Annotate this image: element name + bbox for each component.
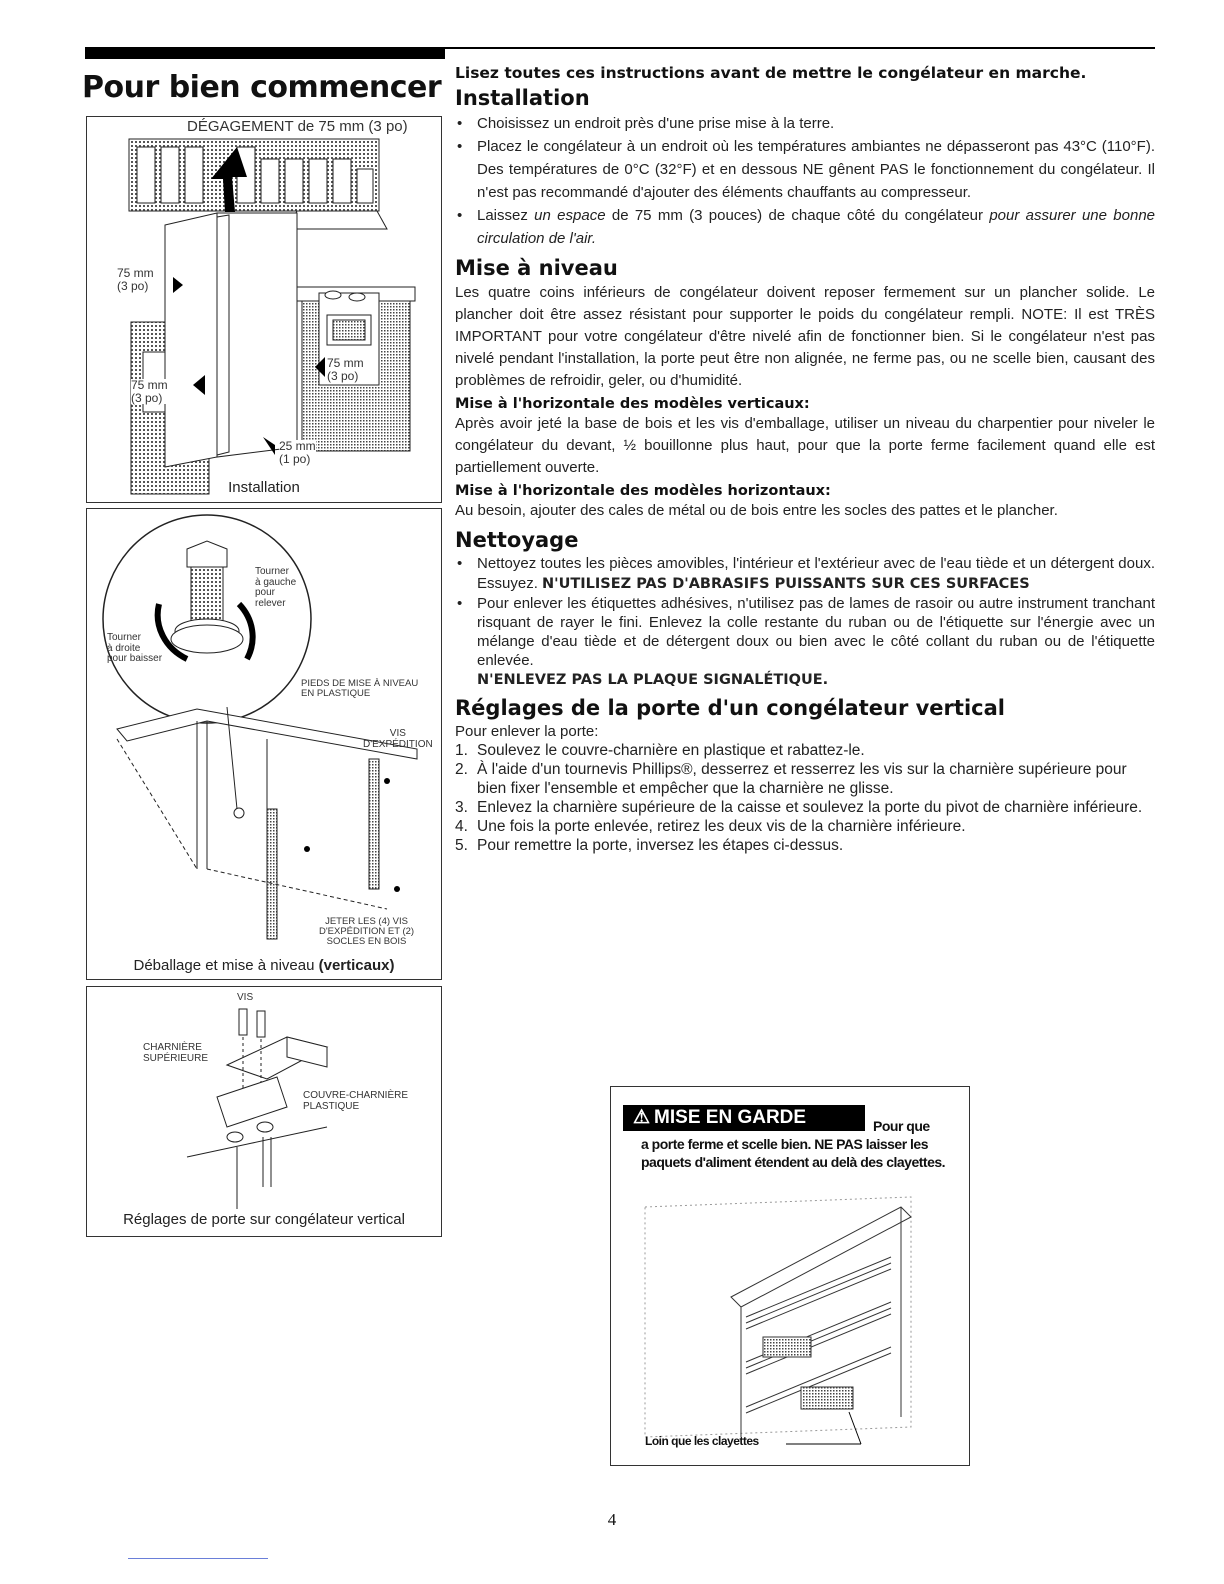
installation-caption: Installation bbox=[228, 479, 300, 496]
installation-section bbox=[455, 86, 1155, 250]
footer-rule bbox=[128, 1558, 268, 1559]
horizontal-leveling-heading: Mise à l'horizontale des modèles horizontaux: bbox=[455, 483, 831, 499]
leveling-caption: Déballage et mise à niveau (verticaux) bbox=[133, 957, 395, 974]
list-item: 1. Soulevez le couvre-charnière en plastique et rabattez-le. bbox=[455, 742, 865, 759]
list-item: 3. Enlevez la charnière supérieure de la caisse et soulevez la porte du pivot de charnière inférieure. bbox=[455, 799, 1143, 816]
leveling-heading: Mise à niveau bbox=[455, 256, 618, 280]
warning-icon: ⚠ bbox=[633, 1107, 651, 1128]
vertical-leveling-heading: Mise à l'horizontale des modèles verticaux: bbox=[455, 396, 810, 412]
leveling-text: Les quatre coins inférieurs de congélateur doivent reposer fermement sur un plancher solide. Le plancher doit être assez résistant pour supporter le poids du congélateur rempli. NOTE: Il est TRÈS IMPORTANT pour votre congélateur d'être nivelé afin de fonctionner bien. Si le congélateur n'est pas nivelé pendant l'installation, la porte peut être non alignée, ne ferme pas, ou ne scelle bien, causant des problèmes de refroidir, geler, ou d'humidité. bbox=[455, 284, 1155, 389]
main-content bbox=[455, 64, 1155, 861]
screws-label: VIS bbox=[237, 992, 254, 1003]
list-item: • Choisissez un endroit près d'une prise mise à la terre. bbox=[455, 112, 1155, 135]
cleaning-heading: Nettoyage bbox=[455, 528, 579, 552]
list-item: 2. À l'aide d'un tournevis Phillips®, desserrez et resserrez les vis sur la charnière supérieure pour bien fixer l'ensemble et empêcher que la charnière ne glisse. bbox=[455, 761, 1127, 797]
clearance-top-label: DÉGAGEMENT de 75 mm (3 po) bbox=[187, 118, 408, 135]
bottom-clearance-label: 25 mm (1 po) bbox=[279, 439, 316, 466]
door-intro: Pour enlever la porte: bbox=[455, 723, 599, 740]
right-clearance-label: 75 mm (3 po) bbox=[327, 356, 364, 383]
installation-figure bbox=[86, 116, 442, 503]
hinge-cover-label: COUVRE-CHARNIÈRE PLASTIQUE bbox=[303, 1090, 409, 1112]
left-clearance-label: 75 mm (3 po) bbox=[117, 266, 154, 293]
warning-banner: ⚠ MISE EN GARDE bbox=[623, 1105, 865, 1131]
cleaning-section bbox=[455, 528, 1155, 690]
horizontal-leveling-text: Au besoin, ajouter des cales de métal ou de bois entre les socles des pattes et le plancher. bbox=[455, 502, 1058, 519]
list-item: • Placez le congélateur à un endroit où les températures ambiantes ne dépasseront pas 43°C (110°F). Des températures de 0°C (32°F) et en dessous NE gênent PAS le fonctionnement du congélateur. Il n'est pas recommandé d'ajouter des éléments chauffants au compresseur. bbox=[455, 135, 1155, 204]
turn-left-label: Tourner à gauche pour relever bbox=[255, 566, 297, 609]
warning-text: Pour que a porte ferme et scelle bien. NE PAS laisser les paquets d'aliment étendent au delà des clayettes. bbox=[641, 1118, 946, 1170]
list-item: 4. Une fois la porte enlevée, retirez les deux vis de la charnière inférieure. bbox=[455, 818, 966, 835]
door-heading: Réglages de la porte d'un congélateur vertical bbox=[455, 696, 1005, 720]
header-rule-thin bbox=[445, 47, 1155, 49]
discard-label: JETER LES (4) VIS D'EXPÉDITION ET (2) SOCLES EN BOIS bbox=[319, 916, 415, 947]
shelves-illustration bbox=[611, 1087, 969, 1465]
list-item: • Laissez un espace de 75 mm (3 pouces) de chaque côté du congélateur pour assurer une bonne circulation de l'air. bbox=[455, 204, 1155, 250]
leveling-figure bbox=[86, 508, 442, 980]
leveling-section bbox=[455, 256, 1155, 522]
door-section bbox=[455, 696, 1155, 855]
door-caption: Réglages de porte sur congélateur vertical bbox=[123, 1211, 405, 1228]
shipping-screws-label: VIS D'EXPÉDITION bbox=[363, 728, 433, 750]
side-clearance-label: 75 mm (3 po) bbox=[131, 378, 168, 405]
warning-box bbox=[610, 1086, 970, 1466]
list-item: • Nettoyez toutes les pièces amovibles, l'intérieur et l'extérieur avec de l'eau tiède et un détergent doux. Essuyez. N'UTILISEZ PAS D'ABRASIFS PUISSANTS SUR CES SURFACES bbox=[455, 554, 1155, 594]
list-item: • Pour enlever les étiquettes adhésives, n'utilisez pas de lames de rasoir ou autre instrument tranchant risquant de rayer le fini. Enlevez la colle restante du ruban ou de l'étiquette sur l'énergie avec un mélange d'eau tiède et de détergent doux ou bien avec le côté collant du ruban ou de l'étiquette enlevée. N'ENLEVEZ PAS LA PLAQUE SIGNALÉTIQUE. bbox=[455, 594, 1155, 690]
page-number: 4 bbox=[607, 1510, 617, 1529]
upper-hinge-label: CHARNIÈRE SUPÉRIEURE bbox=[143, 1042, 209, 1064]
door-steps-list bbox=[455, 741, 1155, 855]
list-item: 5. Pour remettre la porte, inversez les étapes ci-dessus. bbox=[455, 837, 844, 854]
installation-heading: Installation bbox=[455, 86, 590, 110]
vertical-leveling-text: Après avoir jeté la base de bois et les vis d'emballage, utiliser un niveau du charpentier pour niveler le congélateur du devant, ½ bouillonne plus haut, pour que la porte ferme facilement quand elle est partiellement ouverte. bbox=[455, 415, 1155, 476]
turn-right-label: Tourner à droite pour baisser bbox=[107, 632, 163, 664]
kitchen-illustration bbox=[87, 117, 441, 502]
door-hinge-figure bbox=[86, 986, 442, 1237]
lead-instruction: Lisez toutes ces instructions avant de mettre le congélateur en marche. bbox=[455, 64, 1087, 82]
leveling-feet-label: PIEDS DE MISE À NIVEAU EN PLASTIQUE bbox=[301, 678, 419, 699]
shelves-callout: Loin que les clayettes bbox=[645, 1434, 759, 1448]
header-rule-thick bbox=[85, 47, 445, 59]
page-title: Pour bien commencer bbox=[82, 70, 442, 105]
